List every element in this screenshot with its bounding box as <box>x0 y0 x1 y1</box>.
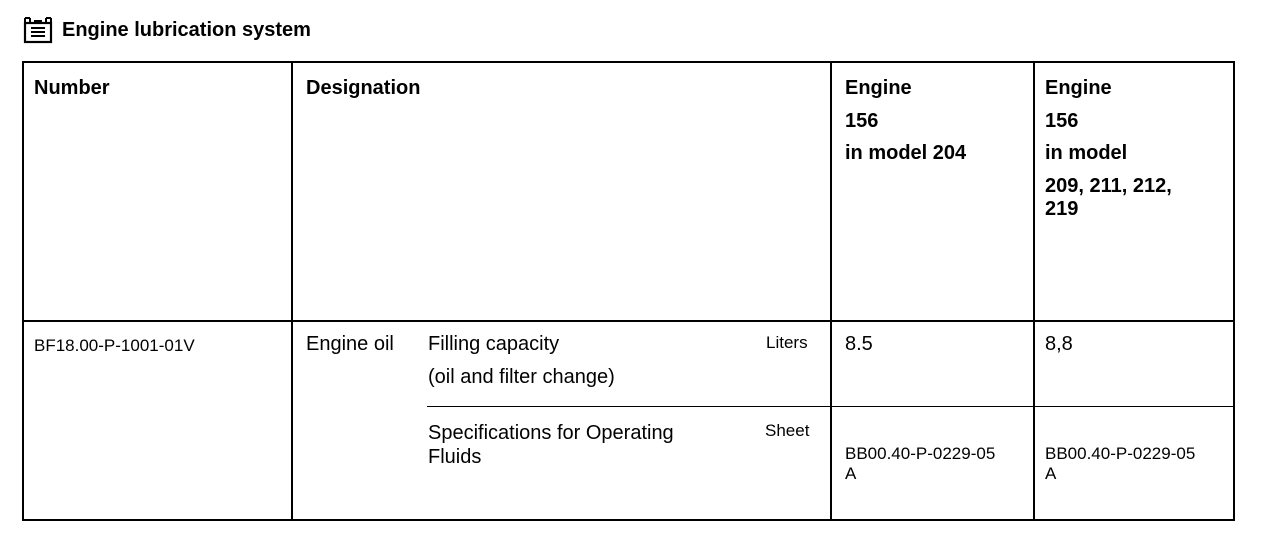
subrow-divider <box>427 406 1235 407</box>
item-specifications-line1: Specifications for Operating <box>428 422 674 444</box>
section-title: Engine lubrication system <box>62 18 311 41</box>
header-engine-b-line1: Engine <box>1045 77 1112 99</box>
section-heading <box>22 14 311 46</box>
item-filling-capacity-label <box>428 333 615 389</box>
header-engine-a-line3: in model 204 <box>845 142 967 165</box>
item-specifications-label <box>428 422 674 469</box>
item-filling-capacity-unit: Liters <box>766 333 808 352</box>
item-filling-capacity-line2: (oil and filter change) <box>428 365 615 388</box>
item-filling-capacity-value-a: 8.5 <box>845 333 873 355</box>
header-engine-a-line1: Engine <box>845 77 912 99</box>
header-designation-label: Designation <box>306 77 421 99</box>
engine-lubrication-icon <box>22 16 54 44</box>
item-specifications-value-b <box>1045 444 1195 484</box>
item-specifications-value-b-line2: A <box>1045 464 1057 484</box>
item-specifications-line2: Fluids <box>428 445 482 468</box>
header-engine-b <box>1045 77 1172 222</box>
header-engine-b-line4: 209, 211, 212, <box>1045 174 1172 197</box>
header-engine-b-line2: 156 <box>1045 109 1079 132</box>
item-specifications-value-a-line2: A <box>845 464 857 484</box>
header-engine-a-line2: 156 <box>845 109 879 132</box>
row-number: BF18.00-P-1001-01V <box>34 336 195 355</box>
item-specifications-value-a <box>845 444 995 484</box>
specifications-table <box>22 61 1235 521</box>
item-specifications-unit: Sheet <box>765 421 810 440</box>
item-filling-capacity-line1: Filling capacity <box>428 333 560 355</box>
header-engine-b-line3: in model <box>1045 142 1128 165</box>
row-designation: Engine oil <box>306 333 394 355</box>
table-border-bottom <box>22 519 1235 521</box>
table-border-right <box>1233 61 1235 521</box>
item-specifications-value-b-line1: BB00.40-P-0229-05 <box>1045 444 1196 463</box>
header-divider <box>22 320 1235 322</box>
header-number <box>34 77 110 101</box>
header-engine-a <box>845 77 966 175</box>
header-number-label: Number <box>34 77 110 99</box>
column-divider-engine <box>1033 61 1035 521</box>
header-engine-b-line5: 219 <box>1045 198 1079 221</box>
table-border-left <box>22 61 24 521</box>
column-divider-designation <box>830 61 832 521</box>
item-specifications-value-a-line1: BB00.40-P-0229-05 <box>845 444 996 463</box>
table-border-top <box>22 61 1235 63</box>
column-divider-number <box>291 61 293 521</box>
header-designation <box>306 77 420 101</box>
item-filling-capacity-value-b: 8,8 <box>1045 333 1073 355</box>
